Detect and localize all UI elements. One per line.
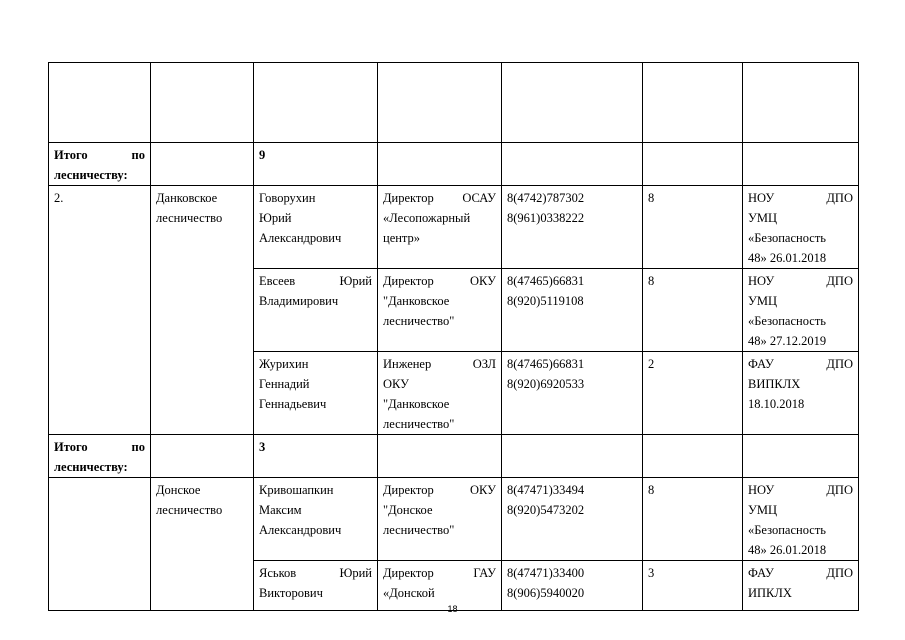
table-row bbox=[49, 186, 859, 269]
table-cell bbox=[502, 435, 643, 478]
person-position: Директор ОКУ "Донское лесничество" bbox=[378, 478, 502, 561]
person-phones: 8(47471)33494 8(920)5473202 bbox=[502, 478, 643, 561]
person-position: Директор ОСАУ «Лесопожарный центр» bbox=[378, 186, 502, 269]
summary-count: 9 bbox=[254, 143, 378, 186]
person-experience: 8 bbox=[643, 478, 743, 561]
staff-table bbox=[48, 62, 859, 611]
table-cell bbox=[743, 435, 859, 478]
person-phones: 8(47465)66831 8(920)6920533 bbox=[502, 352, 643, 435]
table-row bbox=[49, 478, 859, 561]
district-number: 2. bbox=[49, 186, 151, 435]
person-name: Говорухин Юрий Александрович bbox=[254, 186, 378, 269]
person-training: НОУ ДПО УМЦ «Безопасность 48» 26.01.2018 bbox=[743, 186, 859, 269]
person-name: Журихин Геннадий Геннадьевич bbox=[254, 352, 378, 435]
person-name: Яськов Юрий Викторович bbox=[254, 561, 378, 611]
person-name: Кривошапкин Максим Александрович bbox=[254, 478, 378, 561]
table-cell bbox=[378, 63, 502, 143]
table-cell bbox=[502, 143, 643, 186]
district-number bbox=[49, 478, 151, 611]
district-name: Донское лесничество bbox=[151, 478, 254, 611]
person-training: НОУ ДПО УМЦ «Безопасность 48» 26.01.2018 bbox=[743, 478, 859, 561]
person-phones: 8(4742)787302 8(961)0338222 bbox=[502, 186, 643, 269]
table-cell bbox=[378, 143, 502, 186]
table-cell bbox=[378, 435, 502, 478]
person-position: Директор ГАУ «Донской bbox=[378, 561, 502, 611]
person-training: НОУ ДПО УМЦ «Безопасность 48» 27.12.2019 bbox=[743, 269, 859, 352]
table-cell bbox=[151, 143, 254, 186]
table-cell bbox=[502, 63, 643, 143]
person-experience: 8 bbox=[643, 269, 743, 352]
person-phones: 8(47465)66831 8(920)5119108 bbox=[502, 269, 643, 352]
table-cell bbox=[643, 63, 743, 143]
table-row-blank bbox=[49, 63, 859, 143]
summary-row bbox=[49, 435, 859, 478]
person-training: ФАУ ДПО ИПКЛХ bbox=[743, 561, 859, 611]
person-position: Директор ОКУ "Данковское лесничество" bbox=[378, 269, 502, 352]
person-experience: 8 bbox=[643, 186, 743, 269]
table-cell bbox=[151, 435, 254, 478]
person-position: Инженер ОЗЛ ОКУ "Данковское лесничество" bbox=[378, 352, 502, 435]
summary-row bbox=[49, 143, 859, 186]
table-cell bbox=[643, 435, 743, 478]
person-experience: 3 bbox=[643, 561, 743, 611]
summary-label: Итого по лесничеству: bbox=[49, 435, 151, 478]
district-name: Данковское лесничество bbox=[151, 186, 254, 435]
table-cell bbox=[743, 63, 859, 143]
summary-label: Итого по лесничеству: bbox=[49, 143, 151, 186]
table-cell bbox=[643, 143, 743, 186]
table-cell bbox=[49, 63, 151, 143]
table-cell bbox=[254, 63, 378, 143]
person-experience: 2 bbox=[643, 352, 743, 435]
person-training: ФАУ ДПО ВИПКЛХ 18.10.2018 bbox=[743, 352, 859, 435]
person-phones: 8(47471)33400 8(906)5940020 bbox=[502, 561, 643, 611]
table-cell bbox=[743, 143, 859, 186]
person-name: Евсеев Юрий Владимирович bbox=[254, 269, 378, 352]
page-number: 18 bbox=[447, 604, 458, 614]
summary-count: 3 bbox=[254, 435, 378, 478]
table-cell bbox=[151, 63, 254, 143]
